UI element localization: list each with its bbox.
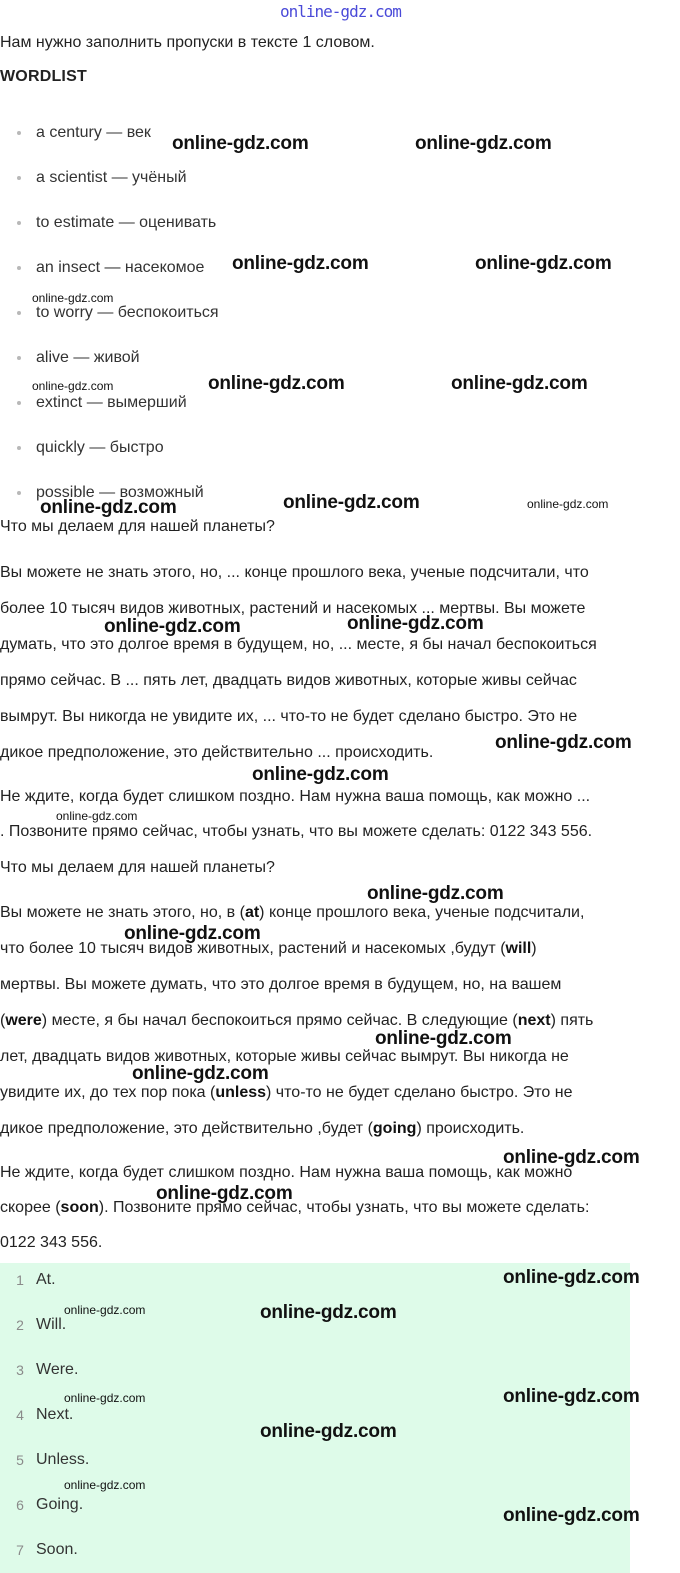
wordlist-heading: WORDLIST [0,68,87,85]
bullet-icon [17,221,21,225]
answer-word: unless [215,1084,267,1101]
watermark-text: online-gdz.com [40,497,177,518]
watermark-text: online-gdz.com [232,253,369,274]
site-watermark-top: online-gdz.com [280,2,401,21]
watermark-text: online-gdz.com [495,732,632,753]
answer-word: next [517,1012,551,1029]
answer-number: 2 [16,1317,24,1333]
bullet-icon [17,491,21,495]
answer-item [0,1447,630,1473]
watermark-text: online-gdz.com [124,923,261,944]
original-text-line: вымрут. Вы никогда не увидите их, ... что-то не будет сделано быстро. Это не [0,708,578,725]
answer-text: Will. [36,1316,67,1333]
bullet-icon [17,446,21,450]
watermark-text: online-gdz.com [32,291,114,305]
watermark-text: online-gdz.com [503,1505,640,1526]
answer-item [0,1357,630,1383]
filled-text-line: скорее (soon). Позвоните прямо сейчас, чтобы узнать, что вы можете сделать: [0,1199,590,1216]
task-text: Нам нужно заполнить пропуски в тексте 1 словом. [0,34,375,51]
wordlist-item-text: possible — возможный [36,484,204,501]
watermark-text: online-gdz.com [260,1421,397,1442]
answer-text: Going. [36,1496,84,1513]
filled-text-line: мертвы. Вы можете думать, что это долгое время в будущем, но, на вашем [0,976,562,993]
watermark-text: online-gdz.com [252,764,389,785]
wordlist-item-text: extinct — вымерший [36,394,187,411]
watermark-text: online-gdz.com [503,1386,640,1407]
answer-text: Next. [36,1406,74,1423]
answer-number: 4 [16,1407,24,1423]
wordlist-item-text: a scientist — учёный [36,169,187,186]
answer-text: Unless. [36,1451,90,1468]
bullet-icon [17,356,21,360]
original-text-line: думать, что это долгое время в будущем, но, ... месте, я бы начал беспокоиться [0,636,597,653]
watermark-text: online-gdz.com [451,373,588,394]
answer-number: 1 [16,1272,24,1288]
answer-word: were [5,1012,42,1029]
watermark-text: online-gdz.com [64,1478,146,1492]
wordlist-item-text: quickly — быстро [36,439,164,456]
answer-number: 3 [16,1362,24,1378]
answer-text: Were. [36,1361,79,1378]
answer-item [0,1537,630,1563]
wordlist-item-text: an insect — насекомое [36,259,205,276]
watermark-text: online-gdz.com [503,1267,640,1288]
filled-text-line: 0122 343 556. [0,1234,103,1251]
filled-text-line: Не ждите, когда будет слишком поздно. Нам нужна ваша помощь, как можно [0,1164,573,1181]
bullet-icon [17,311,21,315]
original-text-line: . Позвоните прямо сейчас, чтобы узнать, что вы можете сделать: 0122 343 556. [0,823,593,840]
answer-number: 5 [16,1452,24,1468]
bullet-icon [17,401,21,405]
answer-text: Soon. [36,1541,78,1558]
bullet-icon [17,176,21,180]
watermark-text: online-gdz.com [56,809,138,823]
answer-word: at [244,904,260,921]
watermark-text: online-gdz.com [475,253,612,274]
filled-text-line: Вы можете не знать этого, но, в (at) конце прошлого века, ученые подсчитали, [0,904,585,921]
filled-text-line: лет, двадцать видов животных, которые живы сейчас вымрут. Вы никогда не [0,1048,569,1065]
filled-text-line: дикое предположение, это действительно ,будет (going) происходить. [0,1120,525,1137]
watermark-text: online-gdz.com [104,616,241,637]
original-title: Что мы делаем для нашей планеты? [0,518,275,535]
answer-number: 7 [16,1542,24,1558]
answer-word: soon [60,1199,99,1216]
filled-text-line: (were) месте, я бы начал беспокоиться прямо сейчас. В следующие (next) пять [0,1012,594,1029]
watermark-text: online-gdz.com [375,1028,512,1049]
watermark-text: online-gdz.com [172,133,309,154]
watermark-text: online-gdz.com [156,1183,293,1204]
watermark-text: online-gdz.com [64,1303,146,1317]
watermark-text: online-gdz.com [64,1391,146,1405]
watermark-text: online-gdz.com [347,613,484,634]
watermark-text: online-gdz.com [415,133,552,154]
wordlist-item-text: to worry — беспокоиться [36,304,219,321]
original-text-line: Не ждите, когда будет слишком поздно. Нам нужна ваша помощь, как можно ... [0,788,591,805]
watermark-text: online-gdz.com [283,492,420,513]
watermark-text: online-gdz.com [503,1147,640,1168]
bullet-icon [17,131,21,135]
watermark-text: online-gdz.com [260,1302,397,1323]
wordlist-item-text: alive — живой [36,349,140,366]
bullet-icon [17,266,21,270]
watermark-text: online-gdz.com [208,373,345,394]
watermark-text: online-gdz.com [32,379,114,393]
filled-title: Что мы делаем для нашей планеты? [0,859,275,876]
watermark-text: online-gdz.com [132,1063,269,1084]
original-text-line: прямо сейчас. В ... пять лет, двадцать видов животных, которые живы сейчас [0,672,577,689]
answer-word: going [372,1120,417,1137]
answer-number: 6 [16,1497,24,1513]
watermark-text: online-gdz.com [527,497,609,511]
wordlist-item-text: a century — век [36,124,151,141]
watermark-text: online-gdz.com [367,883,504,904]
original-text-line: дикое предположение, это действительно ... происходить. [0,744,434,761]
answer-word: will [505,940,532,957]
original-text-line: более 10 тысяч видов животных, растений и насекомых ... мертвы. Вы можете [0,600,586,617]
answer-text: At. [36,1271,56,1288]
filled-text-line: что более 10 тысяч видов животных, растений и насекомых ,будут (will) [0,940,537,957]
original-text-line: Вы можете не знать этого, но, ... конце прошлого века, ученые подсчитали, что [0,564,589,581]
wordlist-item-text: to estimate — оценивать [36,214,217,231]
filled-text-line: увидите их, до тех пор пока (unless) что-то не будет сделано быстро. Это не [0,1084,573,1101]
